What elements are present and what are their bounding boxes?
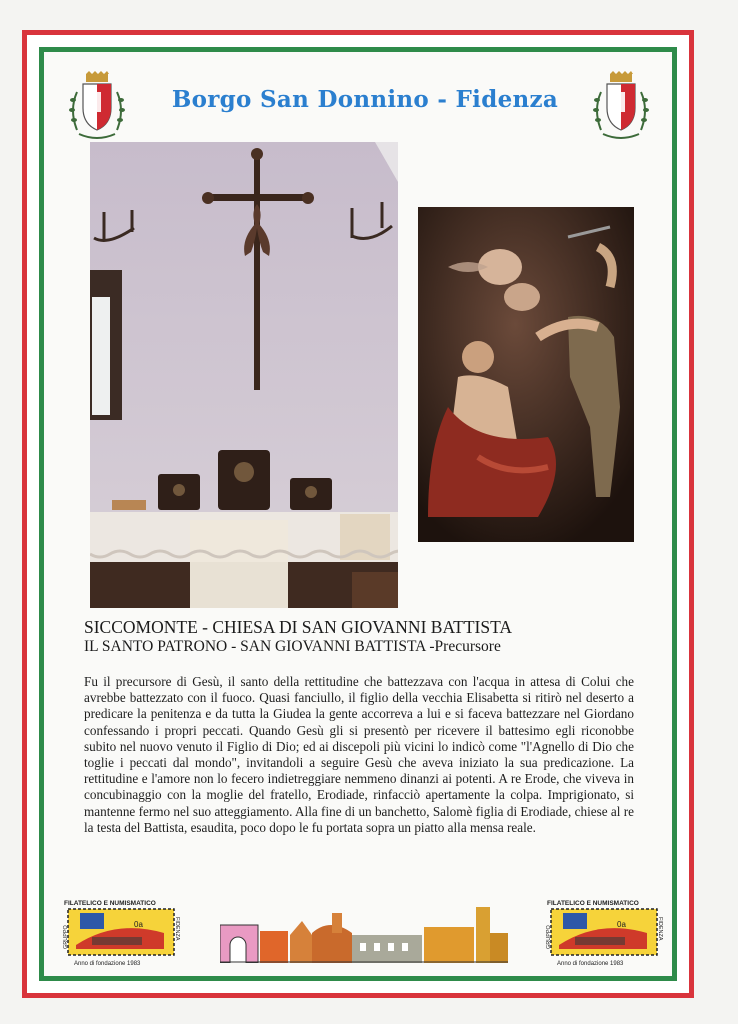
body-paragraph: Fu il precursore di Gesù, il santo della rettitudine che battezzava con l'acqua in attesa di Colui che avrebbe battezzato con il fuoco. Quasi fanciullo, il figlio della vecchia Elisabetta si ritirò nel deserto a predicare la penitenza e da tutta la Giudea la gente accorreva a lui e si faceva battezzare nel Giordano confessando i propri peccati. Quando Gesù gli si presentò per ricevere il battesimo egli riconobbe subito nel nuovo venuto il Figlio di Dio; ed ai discepoli più vicini lo indicò come "l'Agnello di Dio che toglie i peccati dal mondo", invitandoli a seguire Gesù che aveva iniziato la sua predicazione. La rettitudine e l'amore non lo fecero indietreggiare nemmeno dinanzi ai potenti. A re Erode, che viveva in concubinaggio con la moglie del fratello, Erodiade, rinfacciò apertamente la colpa. Imprigionato, si mantenne fermo nel suo atteggiamento. Alla fine di un banchetto, Salomè figlia di Erodiade, chiese al re la testa del Battista, esaudita, poco dopo le fu portata sopra un piatto alla mensa reale.	[84, 674, 634, 835]
stamp-header: FILATELICO E NUMISMATICO	[64, 900, 156, 907]
stamp-side-right: FIDENZA	[657, 917, 663, 941]
stamp-right	[545, 897, 663, 969]
church-heading: SICCOMONTE - CHIESA DI SAN GIOVANNI BATTISTA	[84, 617, 513, 637]
page-title: Borgo San Donnino - Fidenza	[171, 86, 559, 113]
stamp-value: 0a	[134, 920, 143, 929]
stamp-icon	[62, 897, 180, 969]
stamp-header: FILATELICO E NUMISMATICO	[547, 900, 639, 907]
stamp-left	[62, 897, 180, 969]
stamp-side-left: GRUPPO	[63, 925, 69, 949]
church-interior-photo	[90, 142, 398, 608]
beheading-painting-image	[418, 207, 634, 542]
stamp-footer: Anno di fondazione 1983	[557, 961, 624, 967]
crest-right-icon	[591, 70, 651, 142]
painting-photo	[418, 207, 634, 542]
skyline-icon	[220, 905, 508, 963]
stamp-side-right: FIDENZA	[174, 917, 180, 941]
stamp-value: 0a	[617, 920, 626, 929]
stamp-footer: Anno di fondazione 1983	[74, 961, 141, 967]
church-interior-image	[90, 142, 398, 608]
stamp-icon	[545, 897, 663, 969]
patron-subheading: IL SANTO PATRONO - SAN GIOVANNI BATTISTA -Precursore	[84, 638, 501, 655]
stamp-side-left: GRUPPO	[546, 925, 552, 949]
